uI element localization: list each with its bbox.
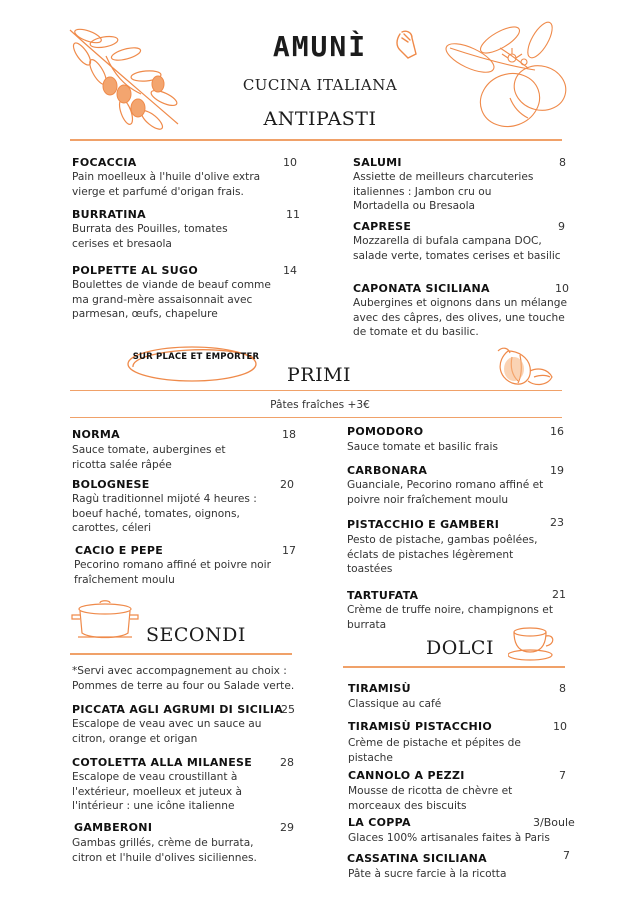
- menu-item-name: NORMA: [72, 428, 120, 441]
- menu-item-name: TIRAMISÙ PISTACCHIO: [348, 720, 493, 733]
- menu-item-name: CACIO E PEPE: [75, 544, 164, 557]
- menu-item-name: GAMBERONI: [74, 821, 153, 834]
- divider: [70, 390, 562, 391]
- section-title-primi: PRIMI: [287, 364, 352, 386]
- menu-item-name: TIRAMISÙ: [348, 682, 411, 695]
- menu-item-name: FOCACCIA: [72, 156, 137, 169]
- menu-item-name: BOLOGNESE: [72, 478, 150, 491]
- menu-item-name: CANNOLO A PEZZI: [348, 769, 465, 782]
- menu-item-name: SALUMI: [353, 156, 402, 169]
- section-title-secondi: SECONDI: [146, 624, 246, 646]
- menu-item-price: 7: [559, 769, 566, 782]
- menu-item-description: Pecorino romano affiné et poivre noir fraîchement moulu: [74, 559, 271, 586]
- section-title-antipasti: ANTIPASTI: [263, 108, 377, 130]
- menu-item-price: 21: [552, 588, 566, 601]
- brand-logo: AMUNÌ: [272, 30, 368, 63]
- menu-item-name: PISTACCHIO E GAMBERI: [347, 518, 500, 531]
- menu-item-name: BURRATINA: [72, 208, 146, 221]
- menu-item-price: 3/Boule: [533, 816, 575, 829]
- menu-item-price: 8: [559, 156, 566, 169]
- menu-item-name: POMODORO: [347, 425, 424, 438]
- menu-item-price: 10: [553, 720, 567, 733]
- menu-item-price: 20: [280, 478, 294, 491]
- divider: [70, 653, 292, 655]
- menu-item-price: 25: [281, 703, 295, 716]
- menu-item-description: Burrata des Pouilles, tomates cerises et bresaola: [72, 223, 228, 250]
- menu-item-name: PICCATA AGLI AGRUMI DI SICILIA: [72, 703, 284, 716]
- menu-item-description: Boulettes de viande de beauf comme ma grand-mère assaisonnait avec parmesan, œufs, chapelure: [72, 279, 271, 320]
- menu-item-name: COTOLETTA ALLA MILANESE: [72, 756, 253, 769]
- menu-item-description: Assiette de meilleurs charcuteries italiennes : Jambon cru ou Mortadella ou Bresaola: [353, 171, 534, 212]
- menu-item-description: Ragù traditionnel mijoté 4 heures : boeuf haché, tomates, oignons, carottes, céleri: [72, 493, 257, 534]
- menu-item-description: Escalope de veau croustillant à l'extérieur, moelleux et juteux à l'intérieur : une icône italienne: [72, 771, 243, 812]
- divider: [70, 417, 562, 418]
- menu-item-price: 17: [282, 544, 296, 557]
- menu-item-name: CAPONATA SICILIANA: [353, 282, 490, 295]
- menu-item-name: CASSATINA SICILIANA: [347, 852, 487, 865]
- menu-item-description: Pâte à sucre farcie à la ricotta: [348, 868, 507, 880]
- menu-item-price: 9: [558, 220, 565, 233]
- menu-item-price: 8: [559, 682, 566, 695]
- stamp-circle-icon: [125, 343, 260, 383]
- secondi-side-note: *Servi avec accompagnement au choix : Pommes de terre au four ou Salade verte.: [72, 665, 295, 692]
- menu-item-name: LA COPPA: [348, 816, 411, 829]
- menu-item-description: Pesto de pistache, gambas poêlées, éclats de pistaches légèrement toastées: [347, 534, 538, 575]
- menu-item-description: Mozzarella di bufala campana DOC, salade verte, tomates cerises et basilic: [353, 235, 561, 262]
- menu-item-price: 16: [550, 425, 564, 438]
- menu-item-description: Aubergines et oignons dans un mélange avec des câpres, des olives, une touche de tomate et du basilic.: [353, 297, 567, 338]
- menu-item-description: Mousse de ricotta de chèvre et morceaux des biscuits: [348, 785, 513, 812]
- menu-item-price: 14: [283, 264, 297, 277]
- menu-item-price: 10: [283, 156, 297, 169]
- menu-item-name: CARBONARA: [347, 464, 428, 477]
- menu-item-price: 11: [286, 208, 300, 221]
- menu-item-price: 28: [280, 756, 294, 769]
- section-title-dolci: DOLCI: [426, 637, 494, 659]
- menu-item-name: TARTUFATA: [347, 589, 419, 602]
- menu-item-description: Crème de pistache et pépites de pistache: [348, 737, 521, 764]
- brand-subtitle: CUCINA ITALIANA: [242, 76, 398, 94]
- menu-item-description: Guanciale, Pecorino romano affiné et poivre noir fraîchement moulu: [347, 479, 544, 506]
- menu-item-description: Sauce tomate, aubergines et ricotta salée râpée: [72, 444, 226, 471]
- menu-item-name: CAPRESE: [353, 220, 412, 233]
- menu-item-price: 23: [550, 516, 564, 529]
- menu-item-price: 18: [282, 428, 296, 441]
- menu-item-price: 10: [555, 282, 569, 295]
- menu-item-description: Escalope de veau avec un sauce au citron, orange et origan: [72, 718, 262, 745]
- stamp-text: SUR PLACE ET EMPORTER: [132, 352, 260, 362]
- menu-item-description: Classique au café: [348, 698, 442, 710]
- menu-item-price: 19: [550, 464, 564, 477]
- cooking-pot-icon: [70, 599, 140, 641]
- pasta-supplement-note: Pâtes fraîches +3€: [270, 399, 370, 411]
- menu-item-price: 29: [280, 821, 294, 834]
- divider: [70, 139, 562, 141]
- menu-item-description: Gambas grillés, crème de burrata, citron et l'huile d'olives siciliennes.: [72, 837, 257, 864]
- menu-item-description: Crème de truffe noire, champignons et burrata: [347, 604, 553, 631]
- menu-item-description: Pain moelleux à l'huile d'olive extra vierge et parfumé d'origan frais.: [72, 171, 261, 198]
- menu-item-description: Glaces 100% artisanales faites à Paris: [348, 832, 550, 844]
- menu-item-price: 7: [563, 849, 570, 862]
- divider: [343, 666, 565, 668]
- garlic-icon: [492, 345, 556, 389]
- menu-item-name: POLPETTE AL SUGO: [72, 264, 198, 277]
- menu-item-description: Sauce tomate et basilic frais: [347, 441, 498, 453]
